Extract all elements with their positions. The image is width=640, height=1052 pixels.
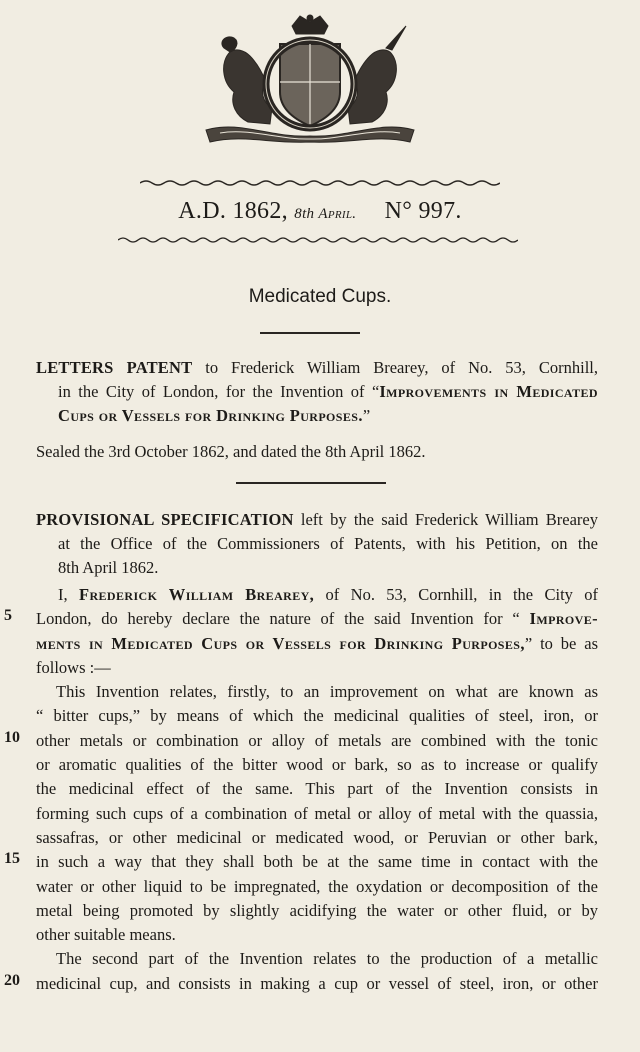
body-line (36, 753, 598, 777)
divider (260, 332, 360, 334)
body-line (36, 680, 598, 704)
provisional-line-2: at the Office of the Commissioners of Patents, with his Petition, on the (58, 534, 598, 553)
body-line-text: other metals or combination or alloy of metals are combined with the tonic (36, 730, 598, 750)
line-number: 20 (4, 971, 20, 989)
letters-patent-paragraph (36, 356, 598, 428)
line-number: 5 (4, 607, 12, 625)
body-line (36, 923, 598, 947)
body-line (36, 850, 598, 874)
body-line (36, 972, 598, 996)
body-line-small-caps: ments in Medicated Cups or Vessels for Drinking Purposes, (36, 633, 525, 653)
letters-patent-line-2-text: in the City of London, for the Invention of “ (58, 382, 380, 401)
letters-patent-line-3 (36, 404, 598, 428)
body-line (36, 607, 598, 631)
letters-patent-line-3-title: Cups or Vessels for Drinking Purposes. (58, 406, 363, 425)
divider (236, 482, 386, 484)
patent-number: N° 997. (384, 198, 462, 224)
body-line-small-caps: Improve- (529, 609, 598, 629)
body-line-text: in such a way that they shall both be at the same time in contact with the (36, 852, 598, 872)
provisional-line-1 (36, 508, 598, 532)
letters-patent-line-2-title: Improvements in Medicated (379, 382, 598, 401)
body-line (36, 583, 598, 607)
heading-date-day: 8th (294, 206, 315, 222)
body-line-text: follows :— (36, 657, 111, 677)
body-line-text: This Invention relates, firstly, to an improvement on what are known as (56, 682, 598, 702)
body-line-text: water or other liquid to be impregnated, the oxydation or decomposition of the (36, 876, 598, 896)
body-line-text: metal being promoted by slightly acidifying the water or other fluid, or by (36, 900, 598, 920)
body-line (36, 826, 598, 850)
heading-date-month: April. (318, 206, 357, 222)
body-line-small-caps: Frederick William Brearey, (78, 585, 315, 604)
body-line-text: or aromatic qualities of the bitter wood or bark, so as to increase or qualify (36, 755, 598, 775)
body-line (36, 947, 598, 971)
heading-date (294, 206, 356, 222)
specification-body (36, 583, 598, 996)
body-line-text: “ bitter cups,” by means of which the medicinal qualities of steel, iron, or (36, 706, 598, 726)
body-line-text: of No. 53, Cornhill, in the City of (314, 585, 599, 604)
provisional-lead: PROVISIONAL SPECIFICATION (36, 510, 294, 529)
body-line-text: medicinal cup, and consists in making a cup or vessel of steel, iron, or other (36, 973, 598, 993)
patent-heading (0, 198, 640, 225)
body-line (36, 802, 598, 826)
body-line (36, 656, 598, 680)
body-line-text: other suitable means. (36, 925, 176, 945)
letters-patent-line-2 (36, 380, 598, 404)
body-line-text: sassafras, or other medicinal or medicated wood, or Peruvian or other bark, (36, 827, 598, 847)
body-line-text: ” to be as (524, 633, 598, 653)
body-line-text: London, do hereby declare the nature of the said Invention for “ (36, 609, 530, 629)
royal-coat-of-arms-icon (200, 12, 420, 144)
body-line-text: The second part of the Invention relates to the production of a metallic (56, 949, 598, 969)
body-line-text: the medicinal effect of the same. This part of the Invention consists in (36, 779, 598, 799)
body-line (36, 777, 598, 801)
provisional-paragraph (36, 508, 598, 580)
provisional-line-1-text: left by the said Frederick William Brearey (300, 510, 599, 529)
decorative-rule (140, 178, 500, 186)
letters-patent-line-1-text: to Frederick William Brearey, of No. 53, Cornhill, (205, 358, 598, 377)
decorative-rule (118, 236, 518, 244)
body-line-text: forming such cups of a combination of metal or alloy of metal with the quassia, (36, 803, 598, 823)
sealed-line: Sealed the 3rd October 1862, and dated the 8th April 1862. (36, 442, 426, 461)
subject-title: Medicated Cups. (248, 286, 392, 307)
letters-patent-line-3-end: ” (362, 406, 371, 425)
body-line (36, 704, 598, 728)
provisional-line-3: 8th April 1862. (58, 558, 159, 577)
body-line (36, 729, 598, 753)
body-line (36, 875, 598, 899)
letters-patent-lead: LETTERS PATENT (36, 358, 193, 377)
letters-patent-line-1 (36, 356, 598, 380)
heading-year: A.D. 1862, (178, 198, 288, 224)
body-line (36, 899, 598, 923)
body-line-text: I, (58, 585, 79, 604)
line-number: 10 (4, 728, 20, 746)
body-line (36, 632, 598, 656)
line-number: 15 (4, 850, 20, 868)
